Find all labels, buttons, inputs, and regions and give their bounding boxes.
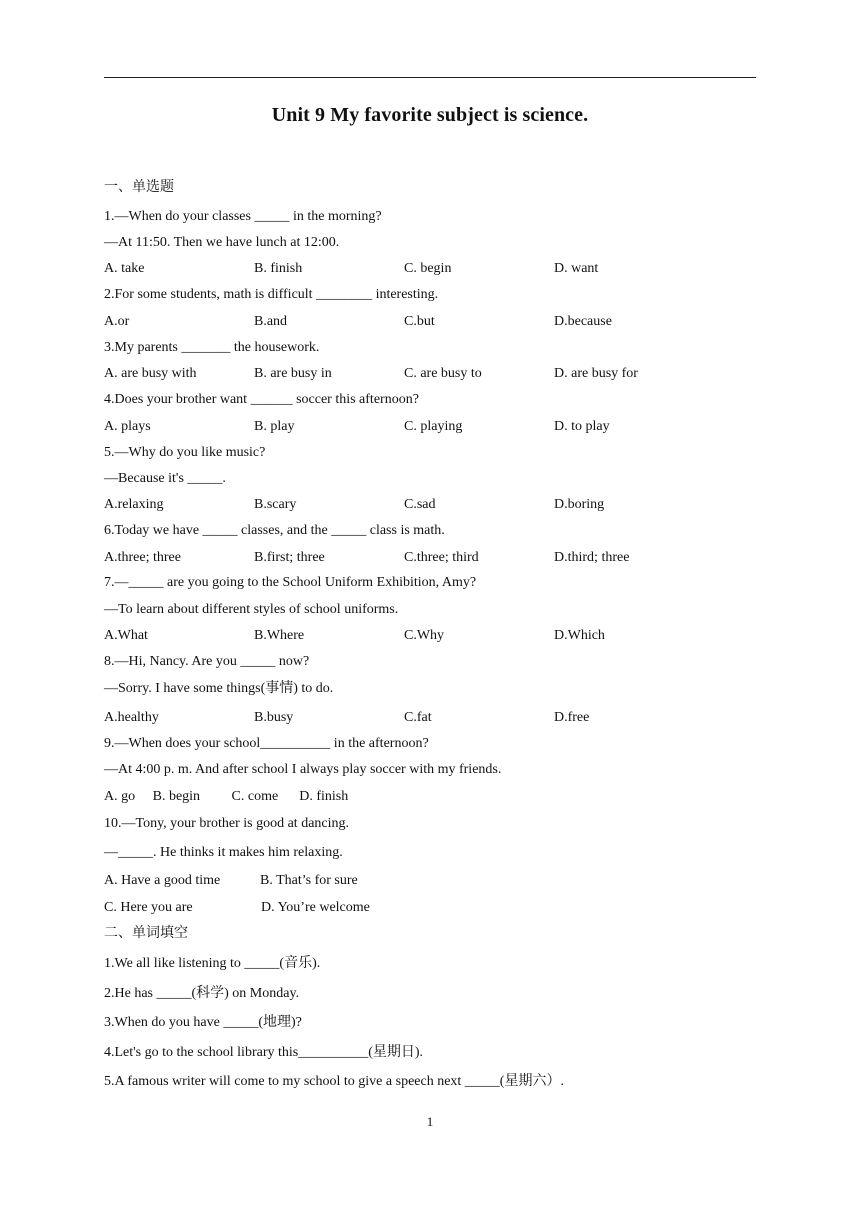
page-number: 1	[426, 1114, 434, 1129]
option-d: D. are busy for	[554, 366, 638, 381]
fill-item: 4.Let's go to the school library this__________(星期日).	[104, 1045, 424, 1060]
question-line: 7.—_____ are you going to the School Uniform Exhibition, Amy?	[104, 575, 477, 590]
fill-item: 5.A famous writer will come to my school to give a speech next _____(星期六）.	[104, 1074, 564, 1089]
option-c: C.Why	[404, 628, 445, 643]
question-line: 4.Does your brother want ______ soccer this afternoon?	[104, 392, 419, 407]
question-line: —At 4:00 p. m. And after school I always play soccer with my friends.	[104, 762, 502, 777]
option-b: B.Where	[254, 628, 305, 643]
section-heading: 二、单词填空	[104, 926, 188, 941]
fill-item: 2.He has _____(科学) on Monday.	[104, 986, 300, 1001]
option-d: D.Which	[554, 628, 605, 643]
option-a: A.healthy	[104, 710, 159, 725]
option-b: B. play	[254, 419, 295, 434]
option-c: C. playing	[404, 419, 463, 434]
option-a: A. are busy with	[104, 366, 197, 381]
option-a: A.relaxing	[104, 497, 164, 512]
option-a: A. plays	[104, 419, 151, 434]
page-title: Unit 9 My favorite subject is science.	[271, 104, 589, 126]
question-line: 8.—Hi, Nancy. Are you _____ now?	[104, 654, 310, 669]
option-d: D.third; three	[554, 550, 630, 565]
header-rule	[104, 77, 756, 78]
option-b: B.scary	[254, 497, 297, 512]
option-b: B. That’s for sure	[260, 873, 358, 888]
fill-item: 1.We all like listening to _____(音乐).	[104, 956, 321, 971]
option-c: C.fat	[404, 710, 432, 725]
option-d: D.because	[554, 314, 612, 329]
option-c: C.three; third	[404, 550, 479, 565]
section-heading: 一、单选题	[104, 180, 174, 195]
option-a: A. Have a good time	[104, 873, 221, 888]
option-c: C. Here you are	[104, 900, 193, 915]
question-line: 1.—When do your classes _____ in the morning?	[104, 209, 382, 224]
question-line: 5.—Why do you like music?	[104, 445, 266, 460]
option-c: C.sad	[404, 497, 436, 512]
option-b: B. are busy in	[254, 366, 332, 381]
question-line: —To learn about different styles of school uniforms.	[104, 602, 399, 617]
option-row-inline: A. go B. begin C. come D. finish	[104, 789, 349, 804]
question-line: 10.—Tony, your brother is good at dancing.	[104, 816, 350, 831]
option-b: B.and	[254, 314, 288, 329]
option-c: C. are busy to	[404, 366, 482, 381]
option-c: C.but	[404, 314, 435, 329]
question-line: —At 11:50. Then we have lunch at 12:00.	[104, 235, 340, 250]
option-c: C. begin	[404, 261, 452, 276]
option-a: A. take	[104, 261, 145, 276]
question-line: 6.Today we have _____ classes, and the _____ class is math.	[104, 523, 445, 538]
question-line: —_____. He thinks it makes him relaxing.	[104, 845, 343, 860]
option-d: D. want	[554, 261, 599, 276]
option-a: A.three; three	[104, 550, 181, 565]
option-a: A.What	[104, 628, 148, 643]
option-d: D.free	[554, 710, 590, 725]
option-d: D.boring	[554, 497, 605, 512]
option-b: B. finish	[254, 261, 303, 276]
option-d: D. to play	[554, 419, 610, 434]
question-line: 2.For some students, math is difficult ________ interesting.	[104, 287, 439, 302]
fill-item: 3.When do you have _____(地理)?	[104, 1015, 302, 1030]
question-line: 9.—When does your school__________ in the afternoon?	[104, 736, 429, 751]
question-line: —Sorry. I have some things(事情) to do.	[104, 681, 334, 696]
option-d: D. You’re welcome	[261, 900, 370, 915]
question-line: —Because it's _____.	[104, 471, 226, 486]
option-b: B.first; three	[254, 550, 325, 565]
option-b: B.busy	[254, 710, 294, 725]
option-a: A.or	[104, 314, 130, 329]
question-line: 3.My parents _______ the housework.	[104, 340, 320, 355]
